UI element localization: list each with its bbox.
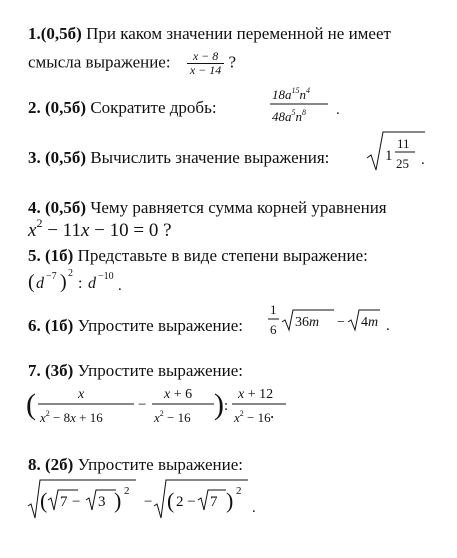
task-3-number: 3. (0,5б) (28, 148, 87, 167)
task-7-text: Упростите выражение: (77, 361, 243, 380)
svg-text:d: d (36, 275, 44, 292)
task-4-number: 4. (0,5б) (28, 198, 87, 217)
svg-text::: : (224, 398, 229, 414)
task-3-line (28, 148, 329, 168)
svg-text:.: . (252, 500, 256, 516)
svg-text:2: 2 (124, 485, 130, 497)
task-6-line (28, 316, 243, 336)
task-8-line (28, 455, 243, 475)
svg-text:36m: 36m (295, 315, 320, 330)
task-2-line (28, 98, 217, 118)
task-1-line-2 (28, 50, 236, 77)
svg-text:3: 3 (98, 494, 106, 510)
task-3-formula (365, 128, 445, 176)
task-1-fraction (187, 50, 224, 77)
svg-text:18a15n4: $18a^{15}n^4$ (272, 86, 310, 102)
svg-text:6: 6 (270, 322, 277, 337)
svg-text:(: ( (40, 488, 48, 513)
svg-text:1: 1 (385, 148, 393, 164)
task-1-number: 1.(0,5б) (28, 24, 82, 43)
task-6-text: Упростите выражение: (77, 316, 243, 335)
task-2-formula (268, 84, 358, 128)
svg-text:x2 − 11x − 10 = 0 ?: $x^2 - 11x - 10 = 0$ ? (28, 216, 172, 241)
task-1-numerator: x − 8 (187, 50, 224, 64)
svg-text:1: 1 (270, 302, 277, 317)
task-8-formula (26, 476, 266, 526)
svg-text:2 −: 2 − (176, 494, 196, 510)
svg-text:−10: −10 (98, 271, 114, 282)
task-5-line (28, 246, 368, 266)
svg-text:(: ( (26, 388, 36, 421)
svg-text:−: − (138, 397, 147, 413)
svg-text:): ) (114, 488, 122, 513)
svg-text:d: d (88, 275, 96, 292)
svg-text:x2 − 8x + 16: $x^2 - 8x + 16$ (40, 409, 103, 425)
task-4-equation (24, 214, 224, 244)
task-7-line (28, 361, 243, 381)
svg-text:): ) (60, 271, 67, 293)
svg-text:25: 25 (396, 156, 409, 171)
task-1-tail: ? (228, 52, 237, 72)
svg-text:2: 2 (68, 268, 73, 279)
svg-text:.: . (421, 152, 425, 168)
svg-text:−: − (337, 315, 345, 330)
svg-text:x2 − 16: $x^2 - 16$ (234, 409, 271, 425)
task-6-formula (266, 298, 416, 342)
task-1-line (28, 24, 391, 44)
svg-text:−: − (72, 494, 81, 510)
task-8-text: Упростите выражение: (77, 455, 243, 474)
svg-text:(: ( (28, 271, 35, 293)
svg-text:.: . (386, 318, 390, 334)
svg-text:x: x (78, 387, 85, 402)
svg-text:48a5n8: $48a^5n^8$ (272, 108, 306, 124)
task-1-denominator: x − 14 (189, 63, 222, 78)
task-7-formula (24, 382, 294, 432)
task-4-text: Чему равняется сумма корней уравнения (90, 198, 387, 217)
task-7-period: . (270, 403, 275, 422)
svg-text:7: 7 (210, 494, 218, 510)
svg-text:x + 6: x + 6 (164, 387, 193, 402)
svg-text:2: 2 (236, 485, 242, 497)
task-2-number: 2. (0,5б) (28, 98, 87, 117)
svg-text:4m: 4m (361, 315, 379, 330)
svg-text:x2 − 16: $x^2 - 16$ (154, 409, 191, 425)
task-8-number: 8. (2б) (28, 455, 74, 474)
task-7-number: 7. (3б) (28, 361, 74, 380)
svg-text:): ) (226, 488, 234, 513)
svg-text:−: − (144, 494, 153, 510)
svg-text:.: . (118, 278, 122, 294)
task-2-text: Сократите дробь: (90, 98, 217, 117)
task-5-text: Представьте в виде степени выражение: (77, 246, 368, 265)
svg-text:11: 11 (397, 136, 410, 151)
svg-text:.: . (336, 102, 340, 118)
svg-text:7: 7 (60, 494, 68, 510)
svg-text:(: ( (167, 488, 175, 513)
task-5-formula (26, 266, 166, 298)
task-3-text: Вычислить значение выражения: (90, 148, 330, 167)
task-1-text-2: смысла выражение: (28, 52, 171, 72)
task-1-text: При каком значении переменной не имеет (86, 24, 391, 43)
task-6-number: 6. (1б) (28, 316, 74, 335)
svg-text:): ) (214, 388, 224, 421)
svg-text:x + 12: x + 12 (238, 387, 274, 402)
svg-text:−7: −7 (46, 271, 57, 282)
svg-text::: : (78, 275, 83, 292)
task-5-number: 5. (1б) (28, 246, 74, 265)
